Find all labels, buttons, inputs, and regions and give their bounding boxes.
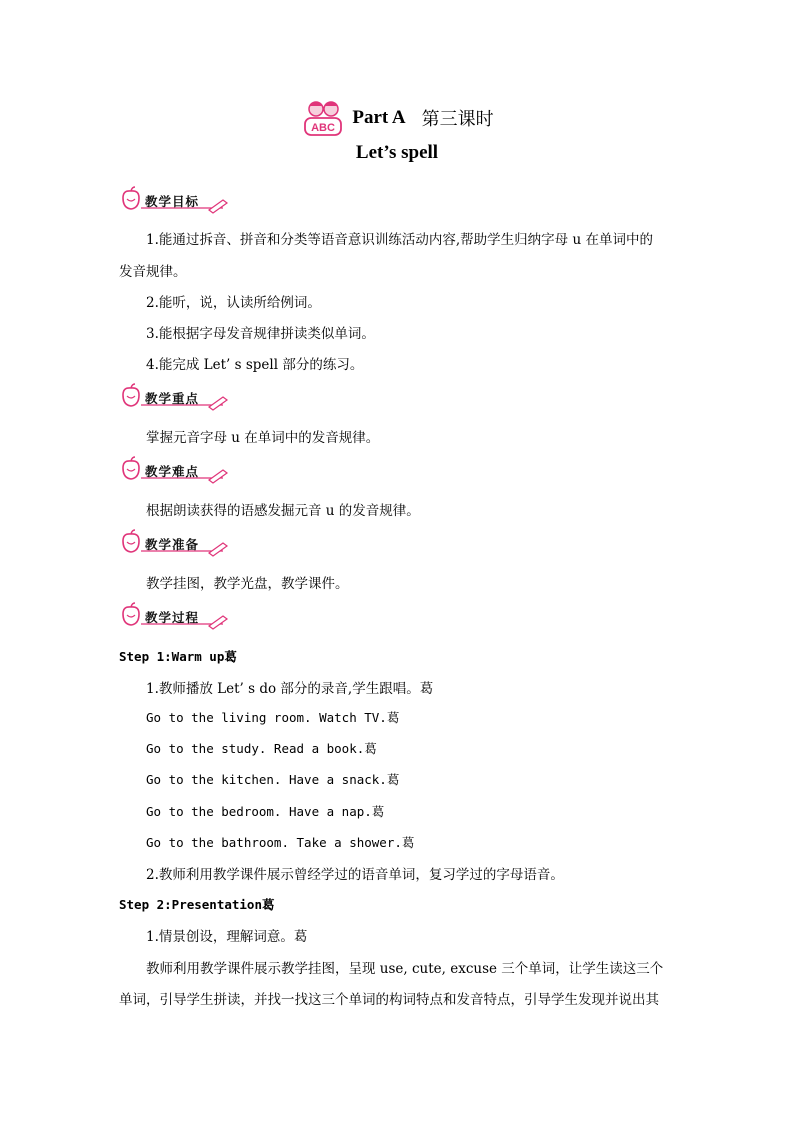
section-difficult-header — [119, 456, 229, 484]
step1-chant-line-3: Go to the kitchen. Have a snack.葛 — [146, 772, 400, 787]
prep-text: 教学挂图，教学光盘，教学课件。 — [146, 576, 349, 592]
section-label: 教学难点 — [145, 464, 200, 479]
step2-para-line-1: 教师利用教学课件展示教学挂图，呈现 use, cute, excuse 三个单词，让学生读这三个 — [146, 961, 664, 977]
section-goals-header — [119, 186, 229, 214]
step2-heading: Step 2:Presentation葛 — [119, 897, 275, 912]
page-subtitle: Let’s spell — [355, 142, 439, 163]
section-key-header — [119, 383, 229, 411]
section-label: 教学准备 — [145, 537, 200, 552]
goal-line-1-cont: 发音规律。 — [119, 264, 187, 280]
step1-chant-line-1: Go to the living room. Watch TV.葛 — [146, 710, 400, 725]
svg-text:ABC: ABC — [311, 122, 336, 134]
section-label: 教学重点 — [145, 391, 200, 406]
goal-line-4: 4.能完成 Let’ s spell 部分的练习。 — [146, 357, 364, 373]
step1-item2: 2.教师利用教学课件展示曾经学过的语音单词，复习学过的字母语音。 — [146, 867, 564, 883]
step2-item1: 1.情景创设，理解词意。葛 — [146, 929, 308, 945]
section-label: 教学目标 — [145, 194, 200, 209]
difficult-text: 根据朗读获得的语感发掘元音 u 的发音规律。 — [146, 503, 420, 519]
title-block — [0, 98, 794, 164]
abc-kids-logo-icon — [300, 98, 346, 138]
goal-line-2: 2.能听，说，认读所给例词。 — [146, 295, 321, 311]
section-process-header — [119, 602, 229, 630]
title-en: Part A — [352, 107, 406, 128]
section-label: 教学过程 — [145, 610, 200, 625]
step2-para-line-2: 单词，引导学生拼读，并找一找这三个单词的构词特点和发音特点，引导学生发现并说出其 — [119, 992, 659, 1008]
step1-heading: Step 1:Warm up葛 — [119, 649, 237, 664]
key-text: 掌握元音字母 u 在单词中的发音规律。 — [146, 430, 380, 446]
section-prep-header — [119, 529, 229, 557]
goal-line-3: 3.能根据字母发音规律拼读类似单词。 — [146, 326, 375, 342]
title-cn: 第三课时 — [421, 109, 494, 130]
step1-chant-line-5: Go to the bathroom. Take a shower.葛 — [146, 835, 415, 850]
step1-item1: 1.教师播放 Let’ s do 部分的录音,学生跟唱。葛 — [146, 681, 434, 697]
step1-chant-line-2: Go to the study. Read a book.葛 — [146, 741, 377, 756]
step1-chant-line-4: Go to the bedroom. Have a nap.葛 — [146, 804, 385, 819]
goal-line-1: 1.能通过拆音、拼音和分类等语音意识训练活动内容,帮助学生归纳字母 u 在单词中的 — [146, 232, 653, 248]
